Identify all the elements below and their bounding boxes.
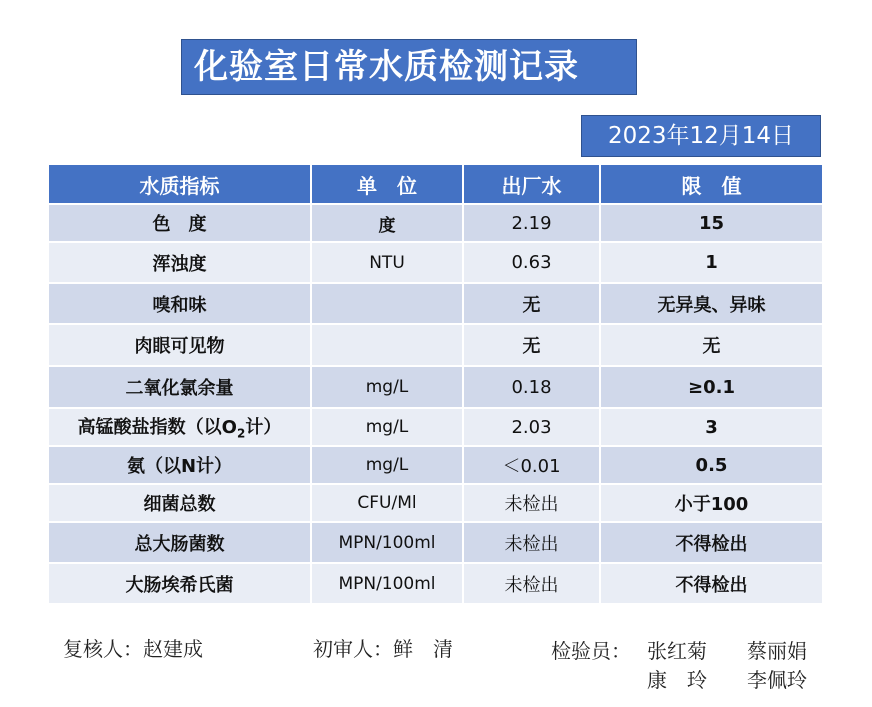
unit-cell: mg/L [311,408,463,446]
outlet-value-cell: 未检出 [463,563,600,604]
indicator-cell: 肉眼可见物 [48,324,311,366]
indicator-text: 高锰酸盐指数（以O [77,417,237,439]
table-row [48,242,823,283]
preliminary-reviewer-signature: 初审人：鲜 清 [313,637,453,661]
indicator-cell: 细菌总数 [48,484,311,522]
limit-cell: 不得检出 [600,563,823,604]
inspectors-line-2: 康 玲 李佩玲 [647,668,807,692]
header-unit: 单 位 [311,164,463,204]
unit-cell [311,324,463,366]
record-date: 2023年12月14日 [581,115,821,157]
indicator-cell: 大肠埃希氏菌 [48,563,311,604]
unit-cell: mg/L [311,366,463,408]
limit-cell: 3 [600,408,823,446]
table-row [48,522,823,563]
table-row [48,366,823,408]
indicator-text-suffix: 计） [245,417,282,439]
limit-cell: 1 [600,242,823,283]
indicator-cell: 嗅和味 [48,283,311,324]
inspectors-line-1: 张红菊 蔡丽娟 [647,639,807,663]
limit-cell: 无异臭、异味 [600,283,823,324]
unit-cell: CFU/Ml [311,484,463,522]
indicator-cell: 二氧化氯余量 [48,366,311,408]
limit-cell: ≥0.1 [600,366,823,408]
table-row [48,283,823,324]
page-title: 化验室日常水质检测记录 [181,39,637,95]
limit-cell: 无 [600,324,823,366]
indicator-cell: 浑浊度 [48,242,311,283]
header-limit: 限 值 [600,164,823,204]
water-quality-table [47,163,824,605]
reviewer-signature: 复核人：赵建成 [63,637,203,661]
table-row [48,324,823,366]
indicator-subscript: 2 [236,426,246,441]
outlet-value-cell: 未检出 [463,484,600,522]
unit-cell: NTU [311,242,463,283]
limit-cell: 0.5 [600,446,823,484]
unit-cell: mg/L [311,446,463,484]
indicator-cell: 总大肠菌数 [48,522,311,563]
table-row [48,408,823,446]
table-row [48,446,823,484]
header-indicator: 水质指标 [48,164,311,204]
outlet-value-cell: 0.63 [463,242,600,283]
unit-cell: MPN/100ml [311,563,463,604]
inspector-label: 检验员： [551,639,631,663]
indicator-cell: 色 度 [48,204,311,242]
unit-cell: MPN/100ml [311,522,463,563]
limit-cell: 15 [600,204,823,242]
outlet-value-cell: 无 [463,324,600,366]
outlet-value-cell: 无 [463,283,600,324]
header-outlet-water: 出厂水 [463,164,600,204]
table-row [48,204,823,242]
table-header-row [48,164,823,204]
limit-cell: 不得检出 [600,522,823,563]
limit-cell: 小于100 [600,484,823,522]
indicator-cell: 氨（以N计） [48,446,311,484]
table-row [48,484,823,522]
outlet-value-cell: ＜0.01 [463,446,600,484]
indicator-cell [48,408,311,446]
outlet-value-cell: 2.19 [463,204,600,242]
unit-cell: 度 [311,204,463,242]
outlet-value-cell: 2.03 [463,408,600,446]
outlet-value-cell: 未检出 [463,522,600,563]
outlet-value-cell: 0.18 [463,366,600,408]
table-row [48,563,823,604]
unit-cell [311,283,463,324]
